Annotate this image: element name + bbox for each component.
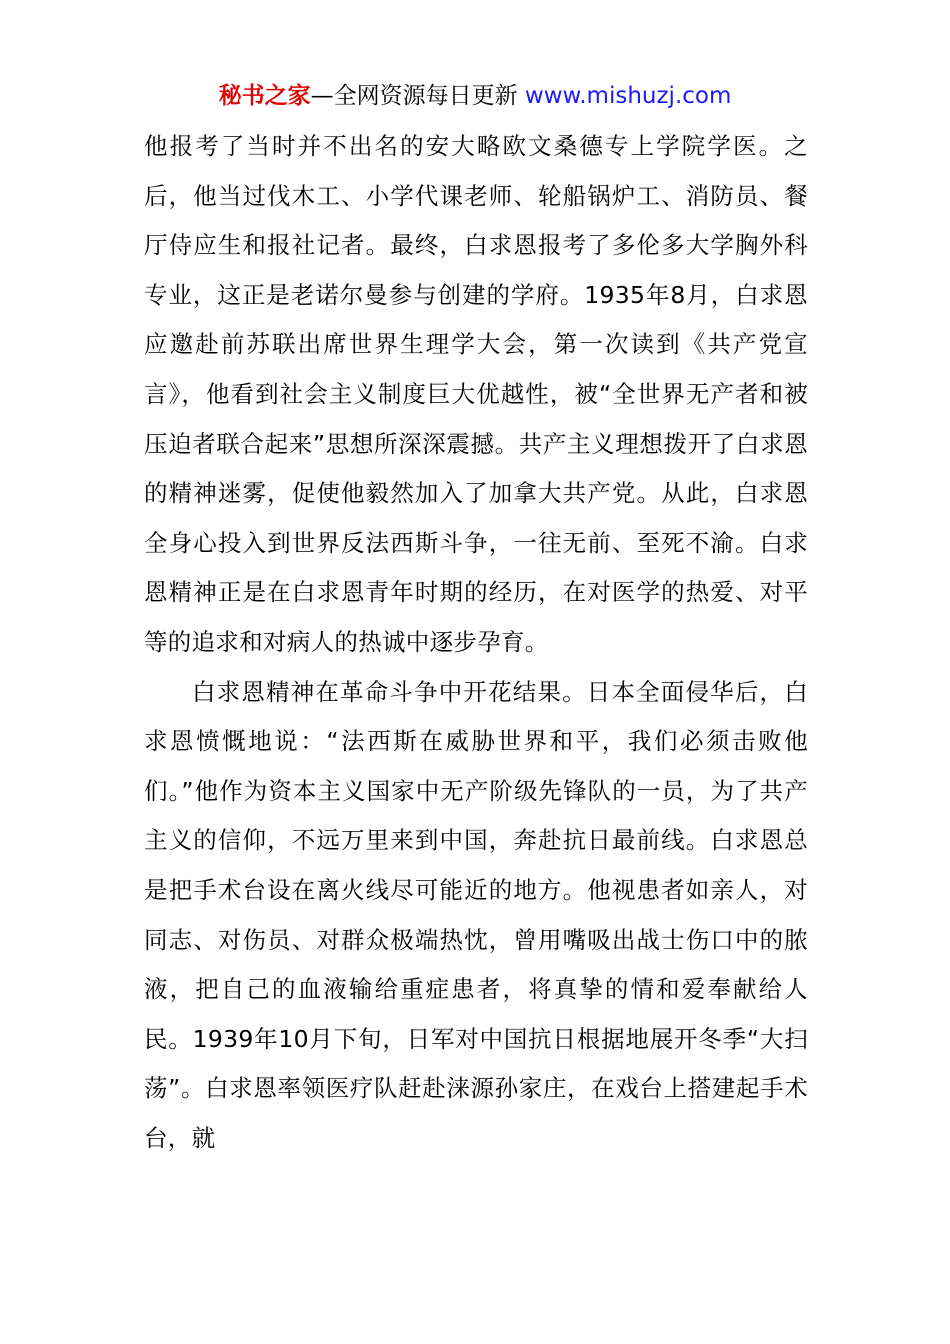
paragraph-1: 他报考了当时并不出名的安大略欧文桑德专上学院学医。之后，他当过伐木工、小学代课老师、轮船锅炉工、消防员、餐厅侍应生和报社记者。最终，白求恩报考了多伦多大学胸外科专业，这正是老诺尔曼参与创建的学府。1935年8月，白求恩应邀赴前苏联出席世界生理学大会，第一次读到《共产党宣言》，他看到社会主义制度巨大优越性，被“全世界无产者和被压迫者联合起来”思想所深深震撼。共产主义理想拨开了白求恩的精神迷雾，促使他毅然加入了加拿大共产党。从此，白求恩全身心投入到世界反法西斯斗争，一往无前、至死不渝。白求恩精神正是在白求恩青年时期的经历，在对医学的热爱、对平等的追求和对病人的热诚中逐步孕育。 bbox=[144, 132, 808, 656]
document-body bbox=[144, 122, 808, 1163]
site-url[interactable]: www.mishuzj.com bbox=[524, 83, 732, 109]
site-header bbox=[0, 80, 950, 112]
paragraph-2: 白求恩精神在革命斗争中开花结果。日本全面侵华后，白求恩愤慨地说：“法西斯在威胁世界和平，我们必须击败他们。”他作为资本主义国家中无产阶级先锋队的一员，为了共产主义的信仰，不远万里来到中国，奔赴抗日最前线。白求恩总是把手术台设在离火线尽可能近的地方。他视患者如亲人，对同志、对伤员、对群众极端热忱，曾用嘴吸出战士伤口中的脓液，把自己的血液输给重症患者，将真挚的情和爱奉献给人民。1939年10月下旬，日军对中国抗日根据地展开冬季“大扫荡”。白求恩率领医疗队赶赴涞源孙家庄，在戏台上搭建起手术台，就 bbox=[144, 677, 808, 1152]
site-tagline: —全网资源每日更新 bbox=[310, 83, 525, 109]
site-brand: 秘书之家 bbox=[218, 83, 311, 109]
